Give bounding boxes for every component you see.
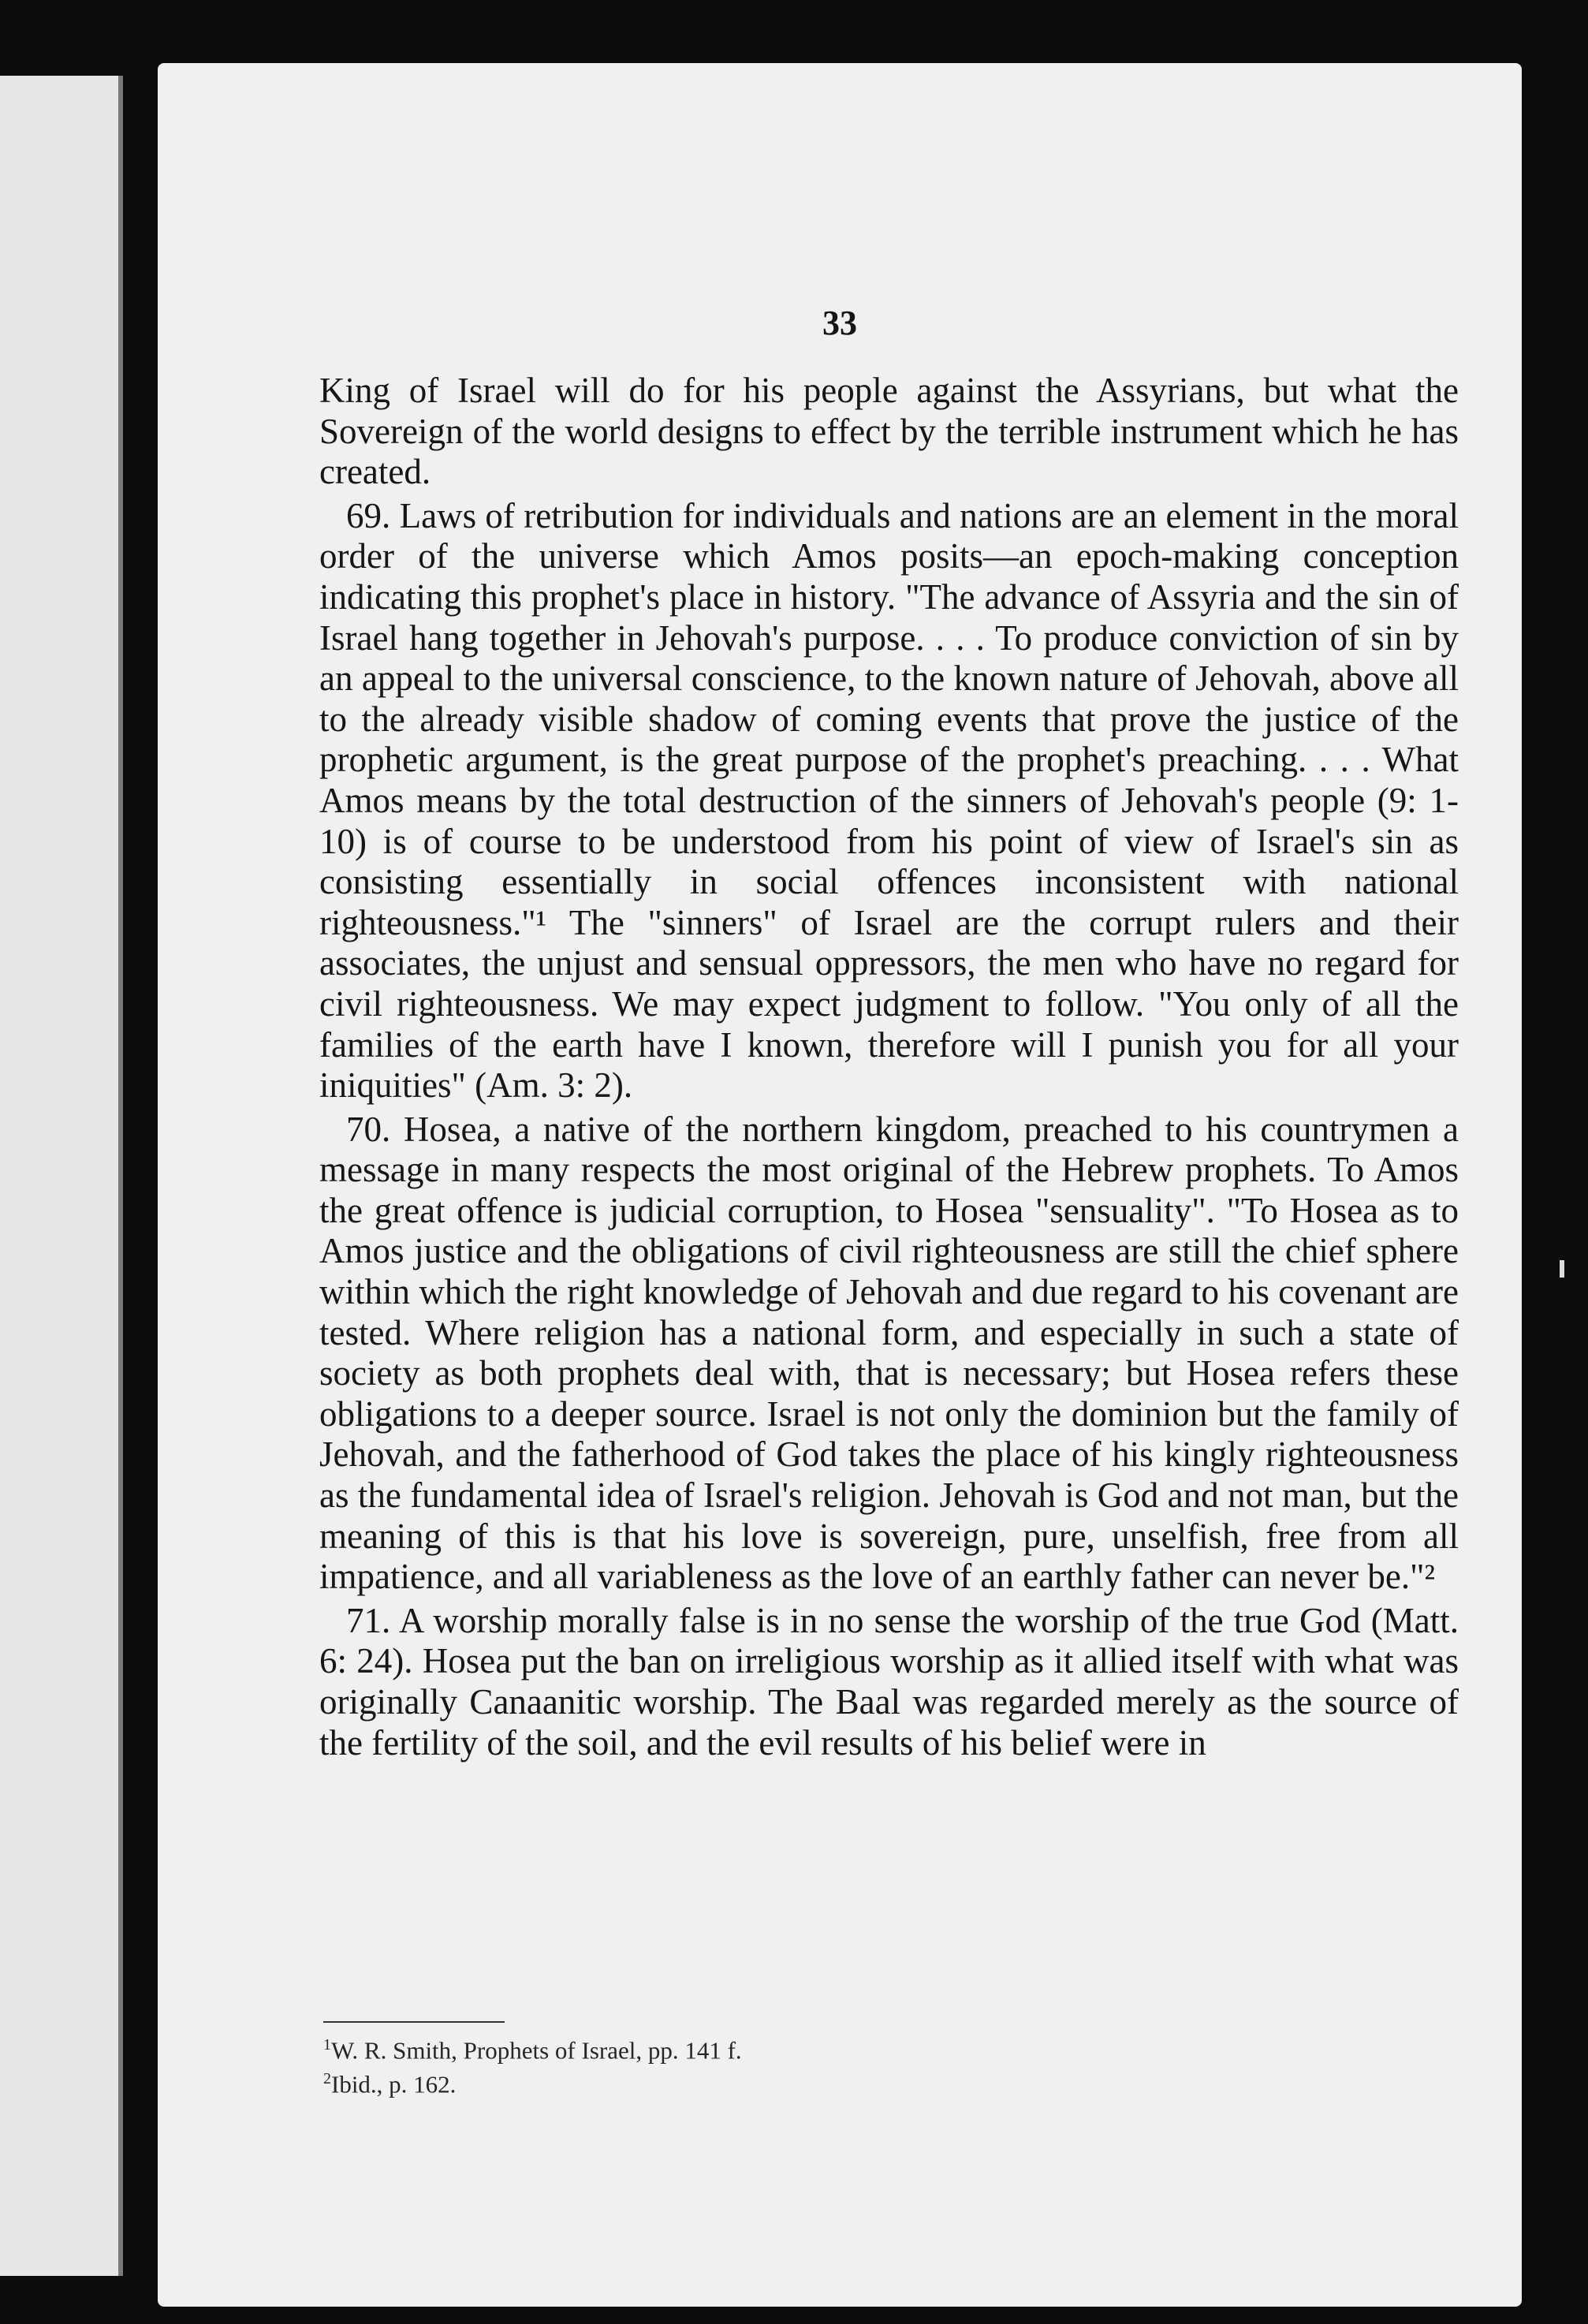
paragraph-70: 70. Hosea, a native of the northern kingdom, preached to his countrymen a message in many respects the most original of the Hebrew prophets. To Amos the great offence is judicial corruption, to Hosea "sensuality". "To Hosea as to Amos justice and the obligations of civil righteousness are still the chief sphere within which the right knowledge of Jehovah and due regard to his covenant are tested. Where religion has a national form, and especially in such a state of society as both prophets deal with, that is necessary; but Hosea refers these obligations to a deeper source. Israel is not only the dominion but the family of Jehovah, and the fatherhood of God takes the place of his kingly righteousness as the fundamental idea of Israel's religion. Jehovah is God and not man, but the meaning of this is that his love is sovereign, pure, unselfish, free from all impatience, and all variableness as the love of an earthly father can never be."² [319,1109,1459,1597]
facing-page-edge [0,76,123,2276]
footnote-marker: 2 [323,2070,331,2088]
footnote-1 [323,2031,1191,2065]
footnote-marker: 1 [323,2036,331,2054]
footnotes [323,2031,1191,2099]
paragraph-69: 69. Laws of retribution for individuals and nations are an element in the moral order of the universe which Amos posits—an epoch-making conception indicating this prophet's place in history. "The advance of Assyria and the sin of Israel hang together in Jehovah's purpose. . . . To produce conviction of sin by an appeal to the universal conscience, to the known nature of Jehovah, above all to the already visible shadow of coming events that prove the justice of the prophetic argument, is the great purpose of the prophet's preaching. . . . What Amos means by the total destruction of the sinners of Jehovah's people (9: 1-10) is of course to be understood from his point of view of Israel's sin as consisting essentially in social offences inconsistent with national righteousness."¹ The "sinners" of Israel are the corrupt rulers and their associates, the unjust and sensual oppressors, the men who have no regard for civil righteousness. We may expect judgment to follow. "You only of all the families of the earth have I known, therefore will I punish you for all your iniquities" (Am. 3: 2). [319,495,1459,1106]
paragraph-continuation: King of Israel will do for his people against the Assyrians, but what the Sovereign of the world designs to effect by the terrible instrument which he has created. [319,371,1459,492]
paragraph-71: 71. A worship morally false is in no sense the worship of the true God (Matt. 6: 24). Hosea put the ban on irreligious worship as it allied itself with what was originally Canaanitic worship. The Baal was regarded merely as the source of the fertility of the soil, and the evil results of his belief were in [319,1600,1459,1763]
footnote-text: W. R. Smith, Prophets of Israel, pp. 141 f. [331,2036,742,2065]
body-text [319,371,1459,1766]
footnote-divider [323,2021,505,2023]
page-number: 33 [822,304,857,342]
book-page [158,63,1522,2307]
scan-speck [1560,1260,1564,1278]
footnote-2 [323,2065,1191,2098]
footnote-text: Ibid., p. 162. [331,2070,457,2098]
